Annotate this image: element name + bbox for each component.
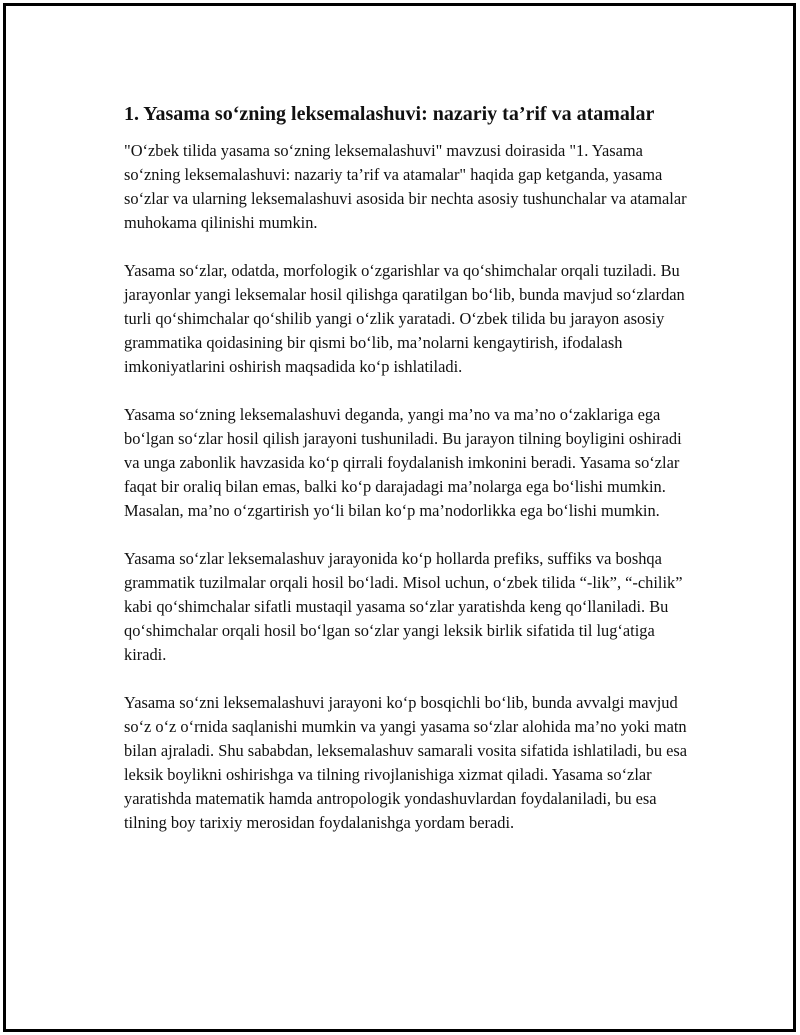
page-frame: [3, 3, 796, 1032]
paragraph-5: Yasama so‘zni leksemalashuvi jarayoni ko‘p bosqichli bo‘lib, bunda avvalgi mavjud so‘z o‘z o‘rnida saqlanishi mumkin va yangi yasama so‘zlar alohida ma’no yoki matn bilan ajraladi. Shu sababdan, leksemalashuv samarali vosita sifatida ishlatiladi, bu esa leksik boylikni oshirishga va tilning rivojlanishiga xizmat qiladi. Yasama so‘zlar yaratishda matematik hamda antropologik yondashuvlardan foydalaniladi, bu esa tilning boy tarixiy merosidan foydalanishga yordam beradi.: [124, 693, 688, 832]
section-heading: 1. Yasama so‘zning leksemalashuvi: nazariy ta’rif va atamalar: [124, 103, 655, 125]
document-body: [124, 101, 694, 859]
paragraph-2: Yasama so‘zlar, odatda, morfologik o‘zgarishlar va qo‘shimchalar orqali tuziladi. Bu jarayonlar yangi leksemalar hosil qilishga qaratilgan bo‘lib, bunda mavjud so‘zlardan turli qo‘shimchalar qo‘shilib yangi o‘zlik yaratadi. O‘zbek tilida bu jarayon asosiy grammatika qoidasining bir qismi bo‘lib, ma’nolarni kengaytirish, ifodalash imkoniyatlarini oshirish maqsadida ko‘p ishlatiladi.: [124, 261, 685, 376]
paragraph-4: Yasama so‘zlar leksemalashuv jarayonida ko‘p hollarda prefiks, suffiks va boshqa grammatik tuzilmalar orqali hosil bo‘ladi. Misol uchun, o‘zbek tilida “-lik”, “-chilik” kabi qo‘shimchalar sifatli mustaqil yasama so‘zlar yaratishda keng qo‘llaniladi. Bu qo‘shimchalar orqali hosil bo‘lgan so‘zlar yangi leksik birlik sifatida til lug‘atiga kiradi.: [124, 549, 683, 664]
paragraph-3: Yasama so‘zning leksemalashuvi deganda, yangi ma’no va ma’no o‘zaklariga ega bo‘lgan so‘zlar hosil qilish jarayoni tushuniladi. Bu jarayon tilning boyligini oshiradi va unga zabonlik havzasida ko‘p qirrali foydalanish imkonini beradi. Yasama so‘zlar faqat bir oraliq bilan emas, balki ko‘p darajadagi ma’nolarga ega bo‘lishi mumkin. Masalan, ma’no o‘zgartirish yo‘li bilan ko‘p ma’nodorlikka ega bo‘lishi mumkin.: [124, 405, 682, 520]
paragraph-1: "O‘zbek tilida yasama so‘zning leksemalashuvi" mavzusi doirasida "1. Yasama so‘zning leksemalashuvi: nazariy ta’rif va atamalar" haqida gap ketganda, yasama so‘zlar va ularning leksemalashuvi asosida bir nechta asosiy tushunchalar va atamalar muhokama qilinishi mumkin.: [124, 141, 687, 232]
